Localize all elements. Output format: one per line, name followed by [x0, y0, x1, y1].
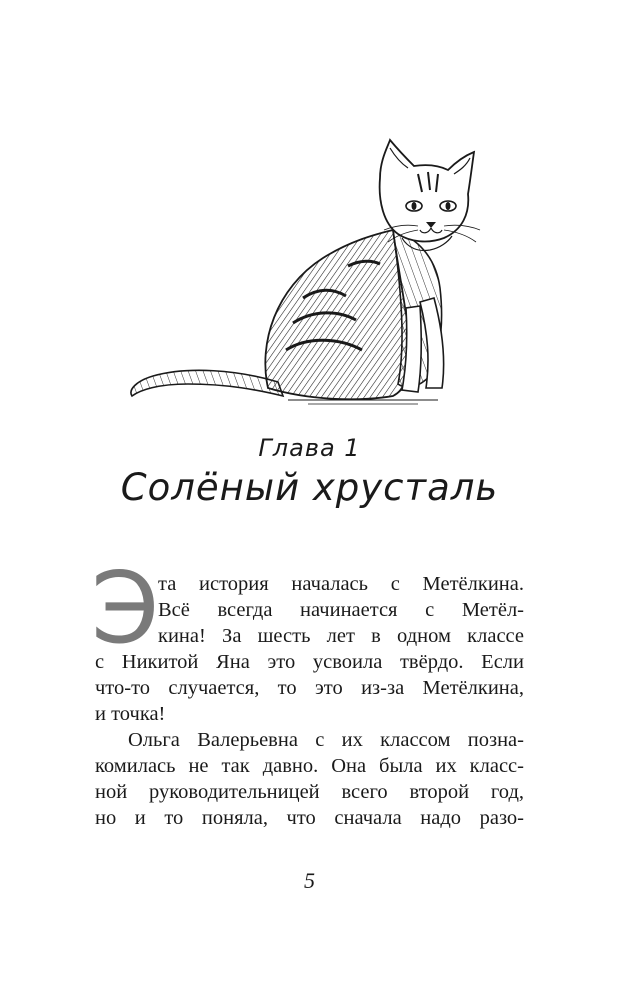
body-line: что-то случается, то это из-за Метёлкина,: [95, 677, 524, 699]
body-line: с Никитой Яна это усвоила твёрдо. Если: [95, 651, 524, 673]
body-line: но и то поняла, что сначала надо разо-: [95, 807, 524, 829]
body-line: ной руководительницей всего второй год,: [95, 781, 524, 803]
body-line: и точка!: [95, 703, 166, 725]
body-line: Ольга Валерьевна с их классом позна-: [128, 729, 524, 751]
drop-cap: Э: [91, 552, 160, 666]
body-line: Всё всегда начинается с Метёл-: [158, 599, 524, 621]
chapter-title: Солёный хрусталь: [120, 466, 499, 509]
page-number: 5: [304, 868, 315, 893]
chapter-label: Глава 1: [258, 434, 361, 462]
body-line: комилась не так давно. Она была их класс-: [95, 755, 524, 777]
cat-illustration-icon: [118, 138, 488, 418]
body-line: та история началась с Метёлкина.: [158, 573, 524, 595]
body-line: кина! За шесть лет в одном классе: [158, 625, 524, 647]
